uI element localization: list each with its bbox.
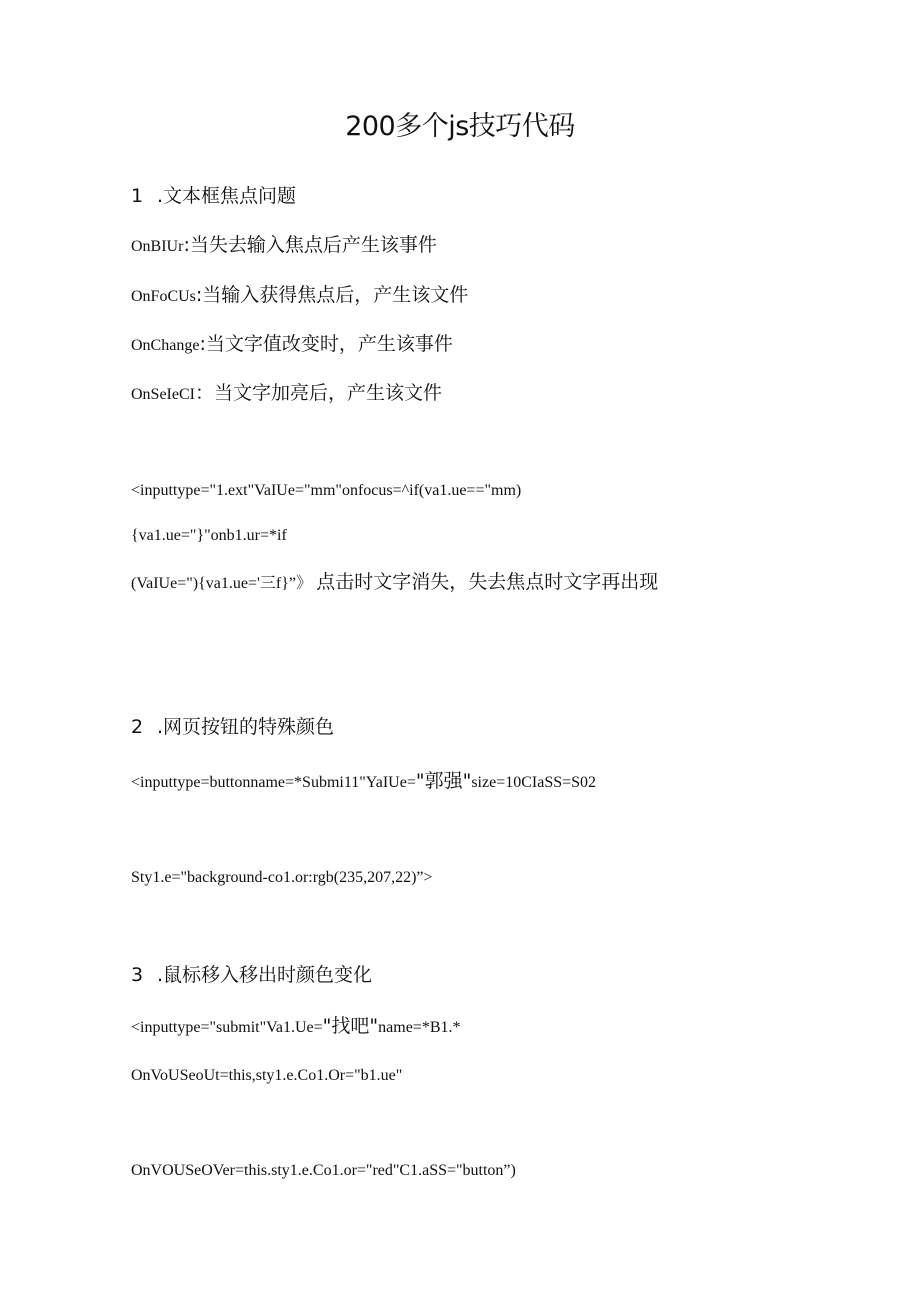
code-line: <inputtype="1.ext"VaIUe="mm"onfocus=^if(va1.ue=="mm) — [131, 482, 522, 499]
document-title: 200多个js技巧代码 — [345, 111, 575, 142]
section-number: 3 — [131, 964, 144, 986]
event-line-onchange — [131, 333, 453, 357]
event-line-onfocus — [131, 284, 468, 308]
code-line: Sty1.e="background-co1.or:rgb(235,207,22)”> — [131, 869, 433, 886]
event-name: OnBIUr — [131, 238, 184, 255]
event-name: OnFoCUs — [131, 288, 196, 305]
event-desc: ：当文字加亮后，产生该文件 — [194, 382, 442, 404]
event-line-onselect — [131, 382, 442, 406]
code-line — [131, 1015, 461, 1039]
section-3-heading — [131, 964, 372, 986]
code-line: OnVoUSeoUt=this,sty1.e.Co1.Or="b1.ue" — [131, 1067, 403, 1084]
section-heading-text: .鼠标移入移出时颜色变化 — [157, 964, 373, 986]
code-line: {va1.ue="}"onb1.ur=*if — [131, 527, 287, 544]
section-heading-text: .文本框焦点问题 — [157, 185, 297, 207]
event-line-onblur — [131, 234, 437, 258]
event-desc: :当文字值改变时，产生该事件 — [199, 333, 453, 355]
code-text: <inputtype="submit"Va1.Ue= — [131, 1019, 323, 1036]
code-text: size=10CIaSS=S02 — [471, 774, 597, 791]
code-text: (VaIUe="){va1.ue='三f}”》 — [131, 575, 312, 592]
section-2-heading — [131, 716, 334, 738]
code-text: <inputtype=buttonname=*Submi11"YaIUe= — [131, 774, 416, 791]
section-1-heading — [131, 185, 296, 207]
code-line-with-note — [131, 571, 658, 595]
section-heading-text: .网页按钮的特殊颜色 — [157, 716, 335, 738]
event-desc: :当输入获得焦点后，产生该文件 — [195, 284, 469, 306]
section-number: 2 — [131, 716, 144, 738]
code-cjk-value: "找吧" — [322, 1015, 379, 1037]
event-name: OnChange — [131, 337, 200, 354]
code-line: OnVOUSeOVer=this.sty1.e.Co1.or="red"C1.aSS="button”) — [131, 1162, 516, 1179]
code-text: name=*B1.* — [378, 1019, 461, 1036]
event-desc: :当失去输入焦点后产生该事件 — [183, 234, 437, 256]
section-number: 1 — [131, 185, 144, 207]
code-note: 点击时文字消失，失去焦点时文字再出现 — [316, 571, 659, 593]
code-cjk-value: "郭强" — [415, 770, 472, 792]
code-line — [131, 770, 596, 794]
event-name: OnSeIeCI — [131, 386, 195, 403]
